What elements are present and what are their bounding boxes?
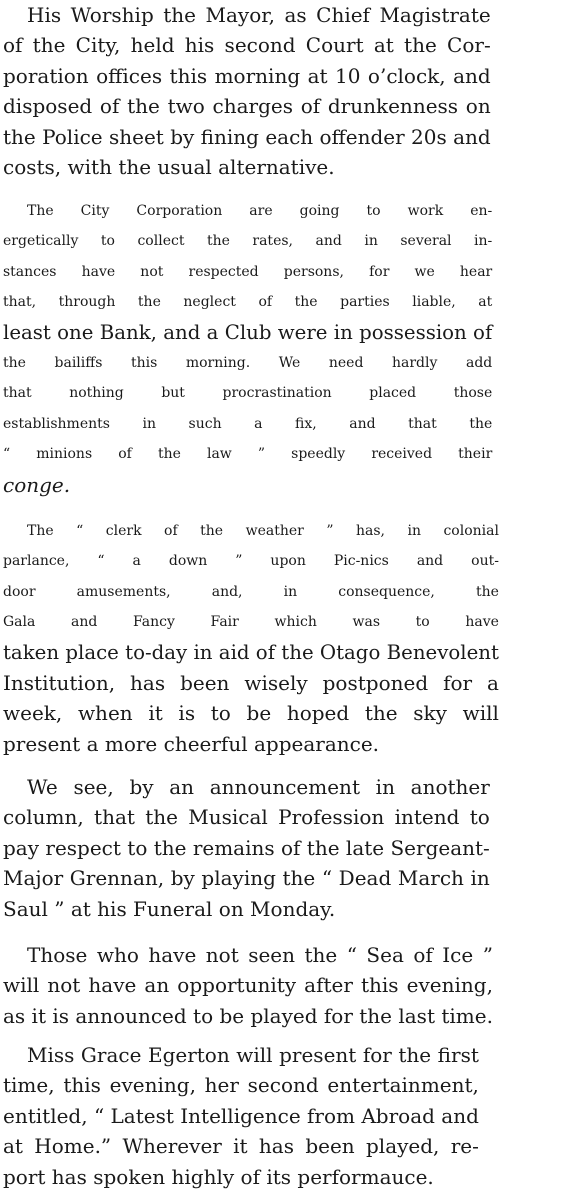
- text-line: week, when it is to be hoped the sky will: [3, 701, 499, 726]
- text-line: Major Grennan, by playing the “ Dead March in: [3, 866, 490, 891]
- text-line: poration offices this morning at 10 o’clock, and: [3, 63, 491, 88]
- text-line: His Worship the Mayor, as Chief Magistrate: [27, 3, 491, 27]
- text-line: that, through the neglect of the parties liable, at: [3, 294, 493, 311]
- text-line: pay respect to the remains of the late Sergeant-: [3, 835, 490, 860]
- text-line: parlance, “ a down ” upon Pic-nics and out-: [3, 553, 499, 570]
- text-line: the bailiffs this morning. We need hardly add: [3, 354, 493, 371]
- text-line: will not have an opportunity after this evening,: [3, 973, 493, 998]
- text-line: as it is announced to be played for the last time.: [3, 1003, 493, 1028]
- text-line: port has spoken highly of its performauce.: [3, 1164, 434, 1189]
- text-line: conge.: [3, 472, 71, 497]
- text-line: The “ clerk of the weather ” has, in colonial: [27, 523, 499, 539]
- paragraph-sea-of-ice: [3, 940, 493, 1031]
- text-line: of the City, held his second Court at the Cor-: [3, 33, 491, 58]
- text-line: least one Bank, and a Club were in possession of: [3, 320, 493, 344]
- text-line: present a more cheerful appearance.: [3, 731, 380, 756]
- text-line: taken place to-day in aid of the Otago Benevolent: [3, 640, 499, 664]
- text-line: Those who have not seen the “ Sea of Ice ”: [27, 943, 493, 967]
- text-line: Miss Grace Egerton will present for the first: [27, 1043, 479, 1067]
- paragraph-weather-gala: [3, 516, 499, 759]
- text-line: disposed of the two charges of drunkenness on: [3, 94, 491, 119]
- text-line: Saul ” at his Funeral on Monday.: [3, 896, 336, 921]
- text-line: “ minions of the law ” speedly received their: [3, 446, 493, 463]
- paragraph-city-corporation: [3, 196, 492, 500]
- text-line: establishments in such a fix, and that the: [3, 415, 493, 432]
- text-line: Gala and Fancy Fair which was to have: [3, 614, 499, 631]
- text-line: The City Corporation are going to work en-: [27, 203, 493, 219]
- text-line: door amusements, and, in consequence, the: [3, 583, 499, 600]
- text-line: that nothing but procrastination placed those: [3, 385, 493, 402]
- paragraph-grace-egerton: [3, 1040, 479, 1192]
- text-line: column, that the Musical Profession intend to: [3, 805, 490, 830]
- paragraph-mayor-court: [3, 0, 491, 182]
- text-line: entitled, “ Latest Intelligence from Abroad and: [3, 1103, 479, 1128]
- text-line: ergetically to collect the rates, and in several in-: [3, 233, 493, 250]
- text-line: at Home.” Wherever it has been played, re-: [3, 1134, 479, 1159]
- text-line: We see, by an announcement in another: [27, 775, 490, 799]
- paragraph-musical-profession: [3, 772, 490, 924]
- text-line: stances have not respected persons, for we hear: [3, 263, 493, 280]
- text-line: Institution, has been wisely postponed for a: [3, 670, 499, 695]
- text-line: costs, with the usual alternative.: [3, 154, 335, 179]
- text-line: time, this evening, her second entertainment,: [3, 1073, 479, 1098]
- text-line: the Police sheet by fining each offender 20s and: [3, 124, 491, 149]
